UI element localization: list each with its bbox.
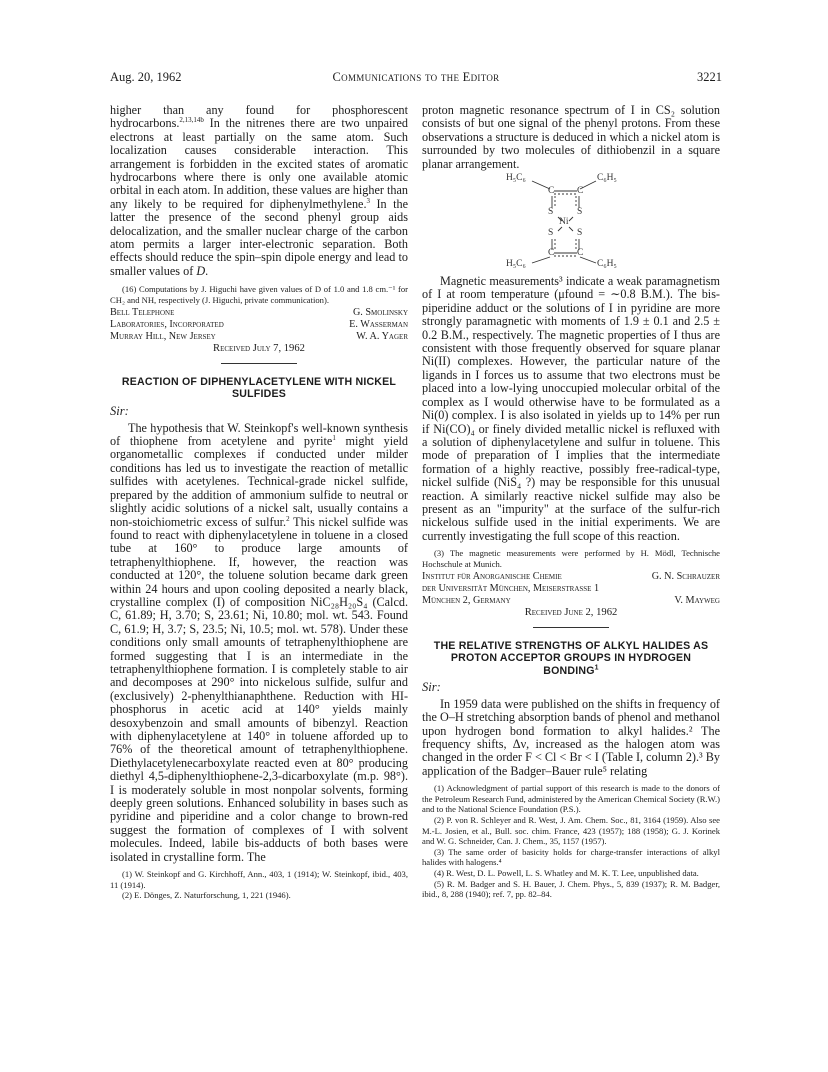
header-date: Aug. 20, 1962 [110,70,182,84]
magnetic-paragraph: Magnetic measurements³ indicate a weak paramagnetism of I at room temperature (μfound = ∼0.8 B.M.). The bis-piperidine adduct or the solutions of I in pyridine are more strongly paramagnetic with moments of 1.9 ± 0.1 and 2.5 ± 0.2 B.M., respectively. The magnetic properties of I thus are consistent with those frequently observed for square planar Ni(II) complexes. However, the particular nature of the ligands in I forces us to assume that two electrons must be placed into a low-lying unoccupied molecular orbital of the complex as I would otherwise have to be formulated as a Ni(0) complex. I is also isolated in yields up to 14% per run if Ni(CO)₄ or finely divided metallic nickel is refluxed with a solution of diphenylacetylene and sulfur in toluene. This mode of preparation of I implies that the intermediate formation of a highly reactive, possibly free-radical-type, nickel sulfide (NiS₄ ?) may be responsible for this unusual reaction. A similarly reactive nickel sulfide may also be present as an "impurity" at the surface of the sulfur-rich nickelous sulfide used in the initial experiments. We are currently investigating the full scope of this reaction. [422,274,720,543]
footnotes [422,783,720,900]
citation: 2,13,14b [179,116,204,125]
header-page-number: 3221 [697,70,722,84]
chemical-structure [422,173,720,271]
author-name: V. Mayweg [674,594,720,606]
author-name: E. Wasserman [349,319,408,331]
right-column [422,104,720,900]
substituent-label: H₅C₆ [506,259,526,270]
article-title: REACTION OF DIPHENYLACETYLENE WITH NICKEL SULFIDES [121,376,397,401]
affiliation-block-1 [110,307,408,342]
text-run: This nickel sulfide was found to react with diphenylacetylene in toluene in a closed tube at 160° to produce large amounts of tetraphenylthiophene. If, however, the reaction was conducted at 120°, the toluene solution became dark green within 24 hours and upon cooling deposited a nearly black, crystalline complex (I) of composition NiC₂₈H₂₀S₄ (Calcd. C, 61.89; H, 3.70; S, 23.61; Ni, 10.80; mol. wt. 543. Found C, 61.9; H, 3.7; S, 23.5; Ni, 10.5; mol. wt. 578). Under these conditions only small amounts of tetraphenylthiophene are formed suggesting that I is an intermediate in the tetraphenylthiophene formation. I is completely stable to air and decomposes at 290° into nickelous sulfide, sulfur and (exclusively) 2-phenylthianaphthene. Reduction with HI-phosphorus in acetic acid at 140° yields mainly desoxybenzoin and small amounts of bibenzyl. Reaction with diphenylacetylene at 140° in toluene afforded up to 76% of the theoretical amount of tetraphenylthiophene. Diethylacetylenecarboxylate reacted even at 80° producing diethyl 4,5-diphenylthiophene-2,3-dicarboxylate (m.p. 98°). I is moderately soluble in most nonpolar solvents, forming deeply green solutions. Enhanced solubility in bases such as pyridine and piperidine and a color change to brown-red suggest the formation of complexes of I with solvent molecules. Indeed, labile bis-adducts of both bases were isolated in crystalline form. The [110,514,408,864]
affiliation-row [110,331,408,343]
author-name: G. Smolinsky [352,307,408,319]
article-title [422,640,720,677]
text-run: might yield organometallic complexes if conducted under milder conditions has led us to investigate the reaction of metallic sulfides with acetylenes. Technical-grade nickel sulfide, prepared by the addition of ammonium sulfide to neutral or slightly acidic solutions of a nickel salt, usually contains a non-stoichiometric excess of sulfur. [110,434,408,529]
footnote-3: (3) The magnetic measurements were performed by H. Mödl, Technische Hochschule at Munich. [422,548,720,569]
received-date: Received June 2, 1962 [524,607,618,619]
atom-label: S [548,207,554,218]
left-column [110,104,408,901]
article-body [110,422,408,864]
header-section: Communications to the Editor [332,70,500,84]
citation: 2 [286,514,290,523]
citation: 1 [594,664,599,671]
atom-label: C [577,186,584,197]
atom-label: C [577,248,584,259]
page-header [110,70,722,88]
author-name: G. N. Schrauzer [651,571,720,583]
article-body: In 1959 data were published on the shifts in frequency of the O–H stretching absorption bands of phenol and methanol upon hydrogen bond formation to alkyl halides.² The frequency shifts, Δν, increased as the halogen atom was changed in the order F < Cl < Br < I (Table I, column 2).³ By application of the Badger–Bauer rule⁵ relating [422,696,720,778]
text-run: . [205,263,209,278]
citation: 1 [332,434,336,442]
footnote-3: (3) The same order of basicity holds for charge-transfer interactions of alkyl halides with halogens.⁴ [422,846,720,868]
affiliation-row [422,571,720,583]
text-run: In the latter the presence of the second phenyl group aids delocalization, and the smaller nuclear charge of the carbon atom permits a larger inter-electronic separation. Both effects should reduce the spin–spin dipole energy and lead to smaller values of [110,196,409,278]
atom-label: C [548,248,555,259]
affiliation-line: München 2, Germany [422,594,511,606]
affiliation-line: Institut für Anorganische Chemie [422,571,562,583]
atom-label: S [548,228,554,239]
footnote-1: (1) Acknowledgment of partial support of this research is made to the donors of the Petroleum Research Fund, administered by the American Chemical Society (R.W.) and to the National Science Foundation (P.S.). [422,783,720,815]
affiliation-row [422,595,720,607]
substituent-label: C₆H₅ [597,259,617,270]
italic-symbol: D [196,263,206,278]
text-run: higher than any found for phosphorescent hydrocarbons. [110,103,408,131]
paragraph-continuation [110,104,408,278]
footnote-4: (4) R. West, D. L. Powell, L. S. Whatley and M. K. T. Lee, unpublished data. [434,867,699,878]
paragraph-continuation: proton magnetic resonance spectrum of I in CS₂ solution consists of but one signal of the phenyl protons. From these observations a structure is deduced in which a nickel atom is surrounded by two molecules of dithiobenzil in a square planar arrangement. [422,103,720,171]
atom-label: S [577,228,583,239]
footnote-1: (1) W. Steinkopf and G. Kirchhoff, Ann., 403, 1 (1914); W. Steinkopf, ibid., 403, 11 (1914). [110,869,408,890]
author-name: W. A. Yager [356,330,408,342]
atom-label: Ni [559,217,569,228]
footnote-5: (5) R. M. Badger and S. H. Bauer, J. Chem. Phys., 5, 839 (1937); R. M. Badger, ibid., 8, 288 (1940); ref. 7, pp. 82–84. [422,878,720,900]
footnote-2: (2) E. Dönges, Z. Naturforschung, 1, 221 (1946). [122,890,291,901]
salutation: Sir: [110,403,129,418]
structure-bonds [422,173,720,271]
affiliation-row [110,307,408,319]
affiliation-line: Laboratories, Incorporated [110,319,224,331]
affiliation-line: der Universität München, Meiserstrasse 1 [422,582,600,594]
received-date: Received July 7, 1962 [213,343,305,355]
substituent-label: C₆H₅ [597,173,617,184]
affiliation-line: Bell Telephone [110,307,175,319]
bond-line [558,227,562,231]
title-text: THE RELATIVE STRENGTHS OF ALKYL HALIDES AS PROTON ACCEPTOR GROUPS IN HYDROGEN BONDING [433,640,709,677]
text-run: In the nitrenes there are two unpaired electrons at least partially on the same atom. Such localization causes considerable interaction. This arrangement is forbidden in the excited states of aromatic hydrocarbons where there is only one available atomic orbital in each atom. In addition, these values are higher than any likely to be required for diphenylmethylene. [110,116,408,211]
affiliation-line: Murray Hill, New Jersey [110,330,216,342]
atom-label: C [548,186,555,197]
text-run: The hypothesis that W. Steinkopf's well-known synthesis of thiophene from acetylene and pyrite [110,420,408,449]
section-divider [221,363,297,364]
affiliation-row [422,583,720,595]
citation: 3 [366,196,370,205]
section-divider [533,627,609,628]
bond-line [569,217,573,221]
affiliation-row [110,319,408,331]
footnote-16: (16) Computations by J. Higuchi have given values of D of 1.0 and 1.8 cm.⁻¹ for CH₂ and NH, respectively (J. Higuchi, private communication). [110,284,408,305]
affiliation-block-2 [422,571,720,606]
atom-label: S [577,207,583,218]
bond-line [569,227,573,231]
footnote-2: (2) P. von R. Schleyer and R. West, J. Am. Chem. Soc., 81, 3164 (1959). Also see M.-L. Josien, et al., Bull. soc. chim. France, 423 (1957); 188 (1958); G. J. Korinek and W. G. Schneider, Can. J. Chem., 35, 1157 (1957). [422,814,720,847]
salutation: Sir: [422,679,441,694]
substituent-label: H₅C₆ [506,173,526,184]
